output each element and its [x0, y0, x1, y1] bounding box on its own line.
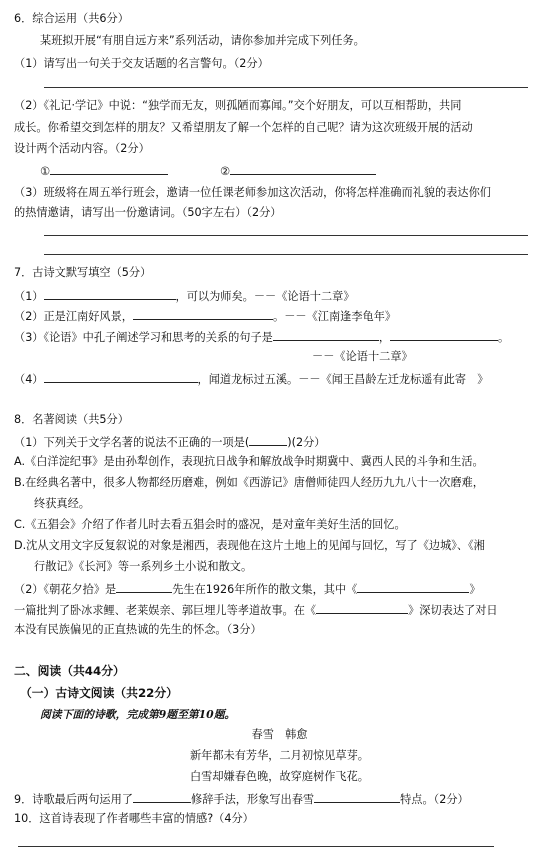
q7-item1-num: （1） [14, 290, 44, 303]
q7-item1 [14, 288, 355, 304]
q6-part1: （1）请写出一句关于交友话题的名言警句。（2分） [14, 57, 269, 70]
blank-q9-rhetoric[interactable] [133, 791, 191, 803]
poem-instruction: 阅读下面的诗歌，完成第9题至第10题。 [40, 708, 236, 721]
blank-q7-4[interactable] [44, 371, 198, 383]
q10: 10．这首诗表现了作者哪些丰富的情感?（4分） [14, 812, 254, 825]
q8-option-a: A.《白洋淀纪事》是由孙犁创作，表现抗日战争和解放战争时期冀中、冀西人民的斗争和生活。 [14, 455, 484, 468]
blank-q7-3a[interactable] [273, 329, 379, 341]
q6-part2-line3: 设计两个活动内容。（2分） [14, 142, 150, 155]
q6-part2-line2: 成长。你希望交到怎样的朋友？又希望朋友了解一个怎样的自己呢？请为这次班级开展的活动 [14, 121, 473, 134]
q8-option-b-line2: 终获真经。 [34, 497, 90, 510]
q8-option-c: C.《五猖会》介绍了作者儿时去看五猖会时的盛况，是对童年美好生活的回忆。 [14, 518, 406, 531]
blank-q9-feature[interactable] [314, 791, 400, 803]
q8-part1-score: )(2分） [287, 436, 326, 449]
poem-title: 春雪 韩愈 [251, 728, 308, 741]
blank-q7-1[interactable] [44, 288, 176, 300]
q7-item3-period: 。 [498, 331, 510, 344]
q7-item3-text: （3）《论语》中孔子阐述学习和思考的关系的句子是 [14, 331, 273, 344]
q7-item3-comma: ， [378, 331, 391, 344]
q8-part2-text-d: 一篇批判了卧冰求鲤、老莱娱亲、郭巨埋儿等孝道故事。在《 [14, 604, 317, 617]
blank-q8-essay1[interactable] [357, 581, 469, 593]
blank-q8-choice[interactable] [249, 434, 287, 446]
q8-part2-text-a: （2）《朝花夕拾》是 [14, 583, 117, 596]
q8-part2-line1 [14, 581, 481, 597]
q8-title: 8．名著阅读（共5分） [14, 413, 129, 426]
q6-part3-line1: （3）班级将在周五举行班会，邀请一位任课老师参加这次活动，你将怎样准确而礼貌的表达你们 [14, 186, 491, 199]
blank-activity-1[interactable] [50, 163, 168, 175]
q8-part2-text-b: 先生在1926年所作的散文集，其中《 [172, 583, 358, 596]
blank-q8-essay2[interactable] [316, 602, 408, 614]
poem-line-2: 白雪却嫌春色晚，故穿庭树作飞花。 [189, 770, 369, 783]
q7-item2 [14, 308, 396, 324]
q8-part2-text-e: 》深切表达了对日 [408, 604, 498, 617]
q7-item4 [14, 371, 488, 387]
q9-text-b: 修辞手法，形象写出春雪 [191, 793, 315, 806]
q7-item4-num: （4） [14, 373, 44, 386]
q6-marker-1 [40, 163, 168, 179]
answer-line[interactable] [44, 235, 528, 236]
q7-item4-text: ，闻道龙标过五溪。－－《闻王昌龄左迁龙标遥有此寄 》 [197, 373, 489, 386]
q7-item2-source: 。－－《江南逢李龟年》 [273, 310, 397, 323]
answer-line[interactable] [44, 254, 528, 255]
q7-item3-source: －－《论语十二章》 [312, 350, 413, 363]
q7-item2-text: （2）正是江南好风景， [14, 310, 133, 323]
q8-part2-line2 [14, 602, 498, 618]
q7-item3 [14, 329, 509, 345]
q9-text-c: 特点。（2分） [400, 793, 469, 806]
q6-part2-line1: （2）《礼记·学记》中说：“独学而无友，则孤陋而寡闻。”交个好朋友，可以互相帮助，共同 [14, 99, 462, 112]
answer-line[interactable] [18, 846, 494, 847]
section2-title: 二、阅读（共44分） [14, 664, 125, 678]
blank-activity-2[interactable] [230, 163, 376, 175]
q6-title: 6．综合运用（共6分） [14, 12, 129, 25]
q8-part2-text-c: 》 [469, 583, 481, 596]
poem-line-1: 新年都未有芳华，二月初惊见草芽。 [189, 749, 369, 762]
q9-text-a: 9．诗歌最后两句运用了 [14, 793, 133, 806]
q8-part1-text: （1）下列关于文学名著的说法不正确的一项是( [14, 436, 250, 449]
blank-q7-2[interactable] [133, 308, 273, 320]
q7-title: 7．古诗文默写填空（5分） [14, 266, 152, 279]
section2-subtitle: （一）古诗文阅读（共22分） [20, 686, 178, 700]
blank-q7-3b[interactable] [390, 329, 498, 341]
q8-option-b-line1: B.在经典名著中，很多人物都经历磨难，例如《西游记》唐僧师徒四人经历九九八十一次磨难， [14, 476, 484, 489]
q8-part2-line3: 本没有民族偏见的正直热诚的先生的怀念。（3分） [14, 623, 262, 636]
q8-option-d-line2: 行散记》《长河》等一系列乡土小说和散文。 [34, 560, 253, 573]
q7-item1-text: ，可以为师矣。－－《论语十二章》 [175, 290, 355, 303]
q6-intro: 某班拟开展“有朋自远方来”系列活动，请你参加并完成下列任务。 [40, 34, 365, 47]
q8-part1 [14, 434, 325, 450]
marker-1: ① [40, 165, 51, 178]
blank-q8-author[interactable] [116, 581, 172, 593]
q9 [14, 791, 469, 807]
q6-marker-2 [220, 163, 376, 179]
q8-option-d-line1: D.沈从文用文字反复叙说的对象是湘西，表现他在这片土地上的见闻与回忆，写了《边城》、《湘 [14, 539, 485, 552]
answer-line[interactable] [44, 87, 528, 88]
q6-part3-line2: 的热情邀请，请写出一份邀请词。（50字左右）（2分） [14, 206, 282, 219]
marker-2: ② [220, 165, 231, 178]
